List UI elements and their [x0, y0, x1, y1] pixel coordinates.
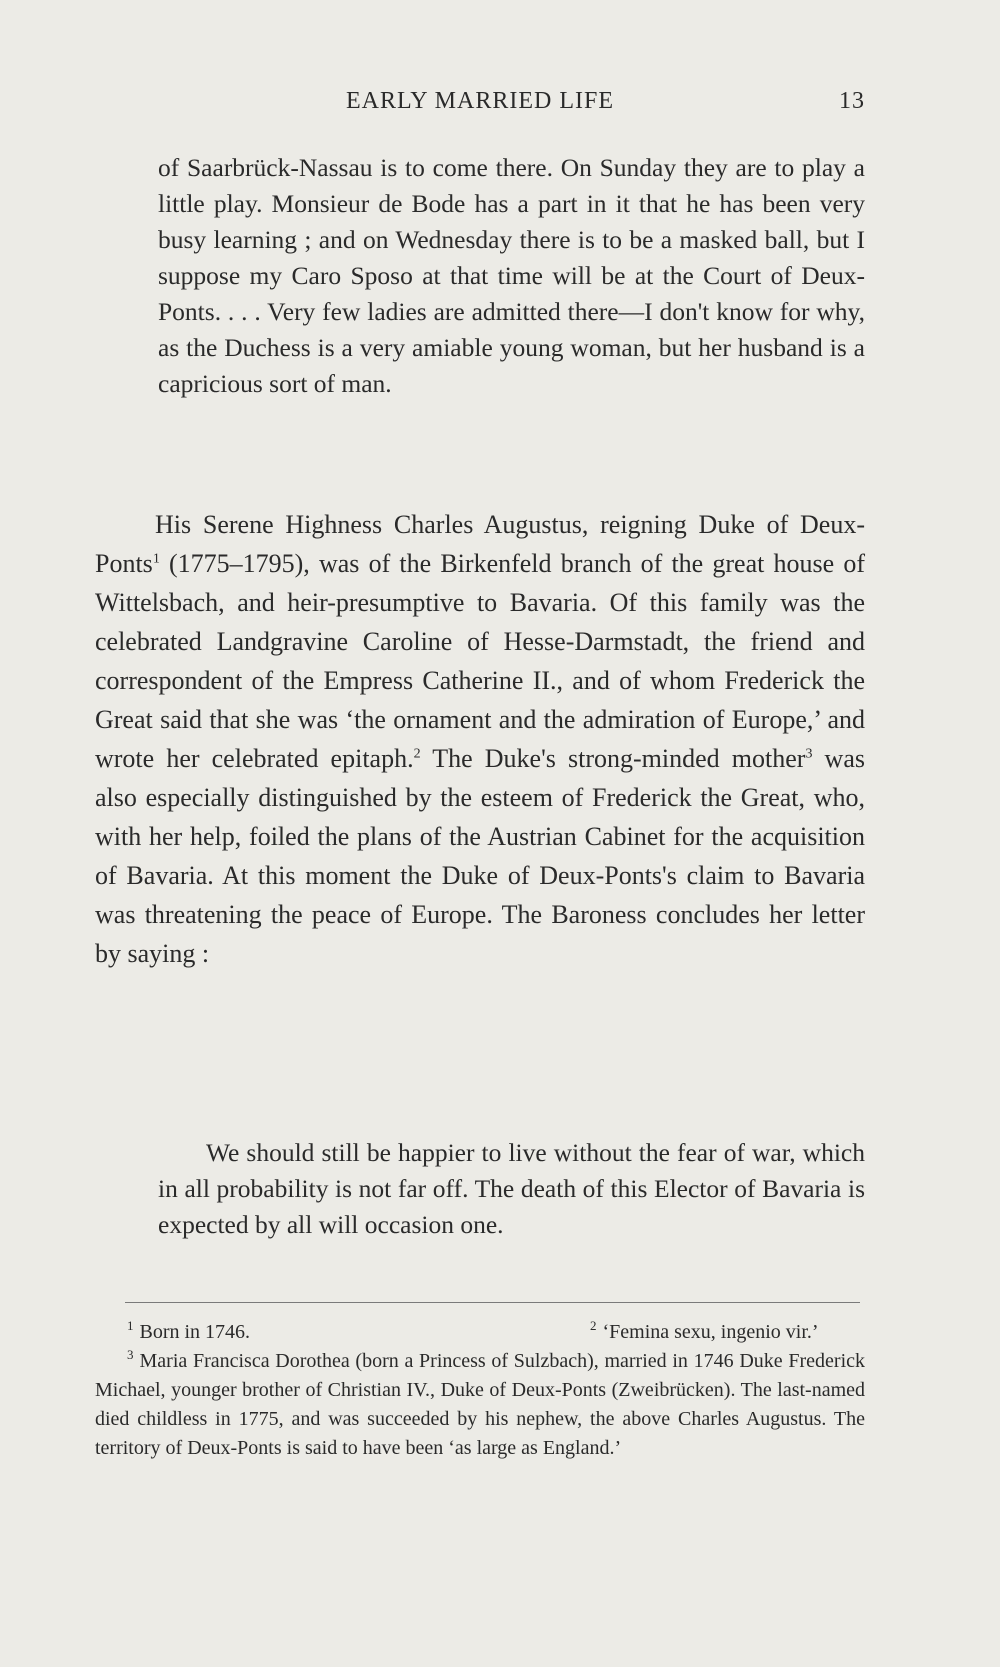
footnote-ref-3: 3	[805, 746, 813, 762]
paragraph-part-4: was also especially distinguished by the esteem of Frederick the Great, who, with her help, foiled the plans of the Austrian Cabinet for the acquisition of Bavaria. At this moment the Duke of Deux-Ponts's claim to Bavaria was threatening the peace of Europe. The Baroness concludes her letter by saying :	[95, 744, 865, 968]
running-title: EARLY MARRIED LIFE	[345, 88, 615, 114]
paragraph-text	[95, 505, 865, 973]
footnote-2-text: ‘Femina sexu, ingenio vir.’	[602, 1321, 819, 1343]
footnote-3-number: 3	[127, 1347, 134, 1363]
footnote-1	[127, 1318, 250, 1347]
footnote-3	[95, 1347, 865, 1463]
quote-text: of Saarbrück-Nassau is to come there. On Sunday they are to play a little play. Monsieur de Bode has a part in it that he has been very busy learning ; and on Wednesday there is to be a masked ball, but I suppose my Caro Sposo at that time will be at the Court of Deux-Ponts. . . . Very few ladies are admitted there—I don't know for why, as the Duchess is a very amiable young woman, but her husband is a capricious sort of man.	[158, 153, 865, 398]
paragraph-part-3: The Duke's strong-minded mother	[420, 744, 806, 773]
narrative-paragraph	[95, 505, 865, 973]
footnotes	[95, 1318, 865, 1463]
quote-conclusion-text: We should still be happier to live without the fear of war, which in all probability is not far off. The death of this Elector of Bavaria is expected by all will occasion one.	[158, 1138, 865, 1239]
page-number: 13	[839, 88, 865, 114]
footnote-3-text: Maria Francisca Dorothea (born a Princess of Sulzbach), married in 1746 Duke Frederick Michael, younger brother of Christian IV., Duke of Deux-Ponts (Zweibrücken). The last-named died childless in 1775, and was succeeded by his nephew, the above Charles Augustus. The territory of Deux-Ponts is said to have been ‘as large as England.’	[95, 1350, 865, 1459]
paragraph-part-2: (1775–1795), was of the Birkenfeld branch of the great house of Wittelsbach, and heir-presumptive to Bavaria. Of this family was the celebrated Landgravine Caroline of Hesse-Darmstadt, the friend and correspondent of the Empress Catherine II., and of whom Frederick the Great said that she was ‘the ornament and the admiration of Europe,’ and wrote her celebrated epitaph.	[95, 549, 865, 773]
footnote-1-number: 1	[127, 1318, 134, 1334]
footnote-2-number: 2	[590, 1318, 597, 1334]
footnote-ref-1: 1	[152, 551, 160, 567]
paragraph-part-1: His Serene Highness Charles Augustus, reigning Duke of Deux-Ponts	[95, 510, 865, 578]
footnote-1-text: Born in 1746.	[139, 1321, 251, 1343]
footnote-divider	[125, 1302, 860, 1303]
footnote-2	[590, 1318, 819, 1347]
quoted-letter-conclusion	[158, 1135, 865, 1243]
footnote-ref-2: 2	[413, 746, 421, 762]
quoted-letter-excerpt	[158, 150, 865, 402]
footnote-row-1	[95, 1318, 865, 1347]
running-header	[95, 88, 865, 124]
